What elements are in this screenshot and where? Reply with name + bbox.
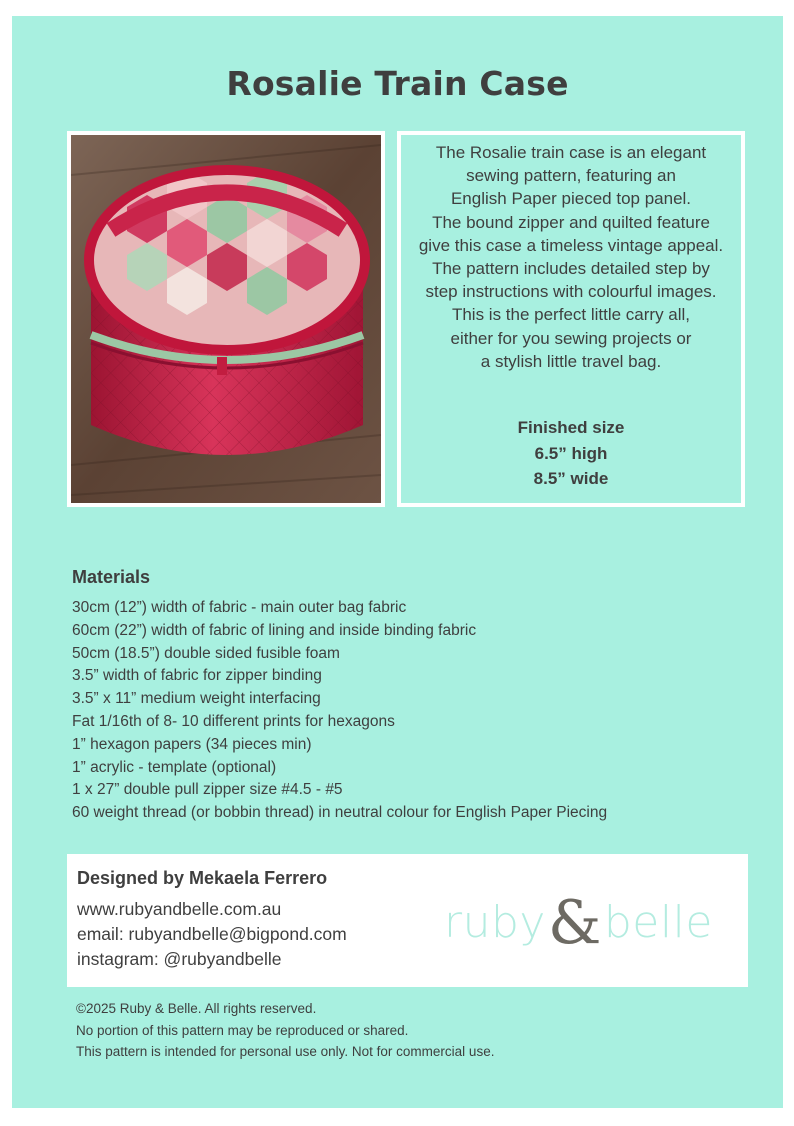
description-line: English Paper pieced top panel. bbox=[450, 189, 692, 209]
website-link[interactable]: www.rubyandbelle.com.au bbox=[77, 899, 282, 919]
contact-panel bbox=[67, 854, 748, 987]
logo-text-right: belle bbox=[603, 897, 713, 948]
logo-ampersand: & bbox=[547, 888, 602, 958]
designer-name: Designed by Mekaela Ferrero bbox=[77, 868, 328, 888]
pattern-description bbox=[407, 141, 735, 373]
description-line: The pattern includes detailed step by bbox=[432, 259, 710, 279]
materials-list bbox=[72, 597, 607, 825]
description-line: The bound zipper and quilted feature bbox=[432, 212, 710, 232]
list-item: 30cm (12”) width of fabric - main outer bag fabric bbox=[72, 599, 407, 616]
description-line: give this case a timeless vintage appeal. bbox=[418, 235, 724, 255]
description-line: This is the perfect little carry all, bbox=[451, 305, 691, 325]
description-line: either for you sewing projects or bbox=[450, 328, 692, 348]
list-item: 60cm (22”) width of fabric of lining and inside binding fabric bbox=[72, 621, 477, 639]
finished-size-heading: Finished size bbox=[517, 418, 625, 437]
description-line: step instructions with colourful images. bbox=[425, 282, 717, 302]
description-line: a stylish little travel bag. bbox=[480, 351, 662, 371]
description-panel bbox=[397, 131, 745, 507]
materials-heading: Materials bbox=[72, 567, 151, 587]
legal-notice bbox=[76, 998, 494, 1063]
instagram-link[interactable]: instagram: @rubyandbelle bbox=[77, 949, 282, 969]
finished-height: 6.5” high bbox=[534, 443, 608, 463]
product-photo bbox=[67, 131, 385, 507]
list-item: Fat 1/16th of 8- 10 different prints for hexagons bbox=[72, 712, 395, 730]
pattern-page bbox=[12, 16, 783, 1108]
legal-line: No portion of this pattern may be reproduced or shared. bbox=[76, 1022, 409, 1038]
email-link[interactable]: email: rubyandbelle@bigpond.com bbox=[77, 924, 347, 944]
list-item: 3.5” width of fabric for zipper binding bbox=[72, 667, 322, 685]
finished-width: 8.5” wide bbox=[533, 469, 609, 488]
list-item: 1 x 27” double pull zipper size #4.5 - #5 bbox=[72, 781, 343, 799]
copyright-line: ©2025 Ruby & Belle. All rights reserved. bbox=[76, 1001, 317, 1016]
list-item: 50cm (18.5”) double sided fusible foam bbox=[72, 644, 340, 662]
list-item: 1” hexagon papers (34 pieces min) bbox=[72, 735, 312, 753]
description-line: The Rosalie train case is an elegant bbox=[435, 143, 707, 162]
logo-text-left: ruby bbox=[444, 897, 546, 948]
list-item: 60 weight thread (or bobbin thread) in neutral colour for English Paper Piecing bbox=[72, 804, 608, 822]
list-item: 3.5” x 11” medium weight interfacing bbox=[72, 690, 321, 708]
page-title: Rosalie Train Case bbox=[226, 64, 569, 103]
ruby-and-belle-logo bbox=[444, 882, 713, 958]
legal-line: This pattern is intended for personal use only. Not for commercial use. bbox=[76, 1044, 495, 1059]
list-item: 1” acrylic - template (optional) bbox=[72, 758, 277, 776]
description-line: sewing pattern, featuring an bbox=[466, 166, 676, 186]
finished-size bbox=[401, 415, 741, 492]
train-case-image bbox=[71, 135, 381, 503]
